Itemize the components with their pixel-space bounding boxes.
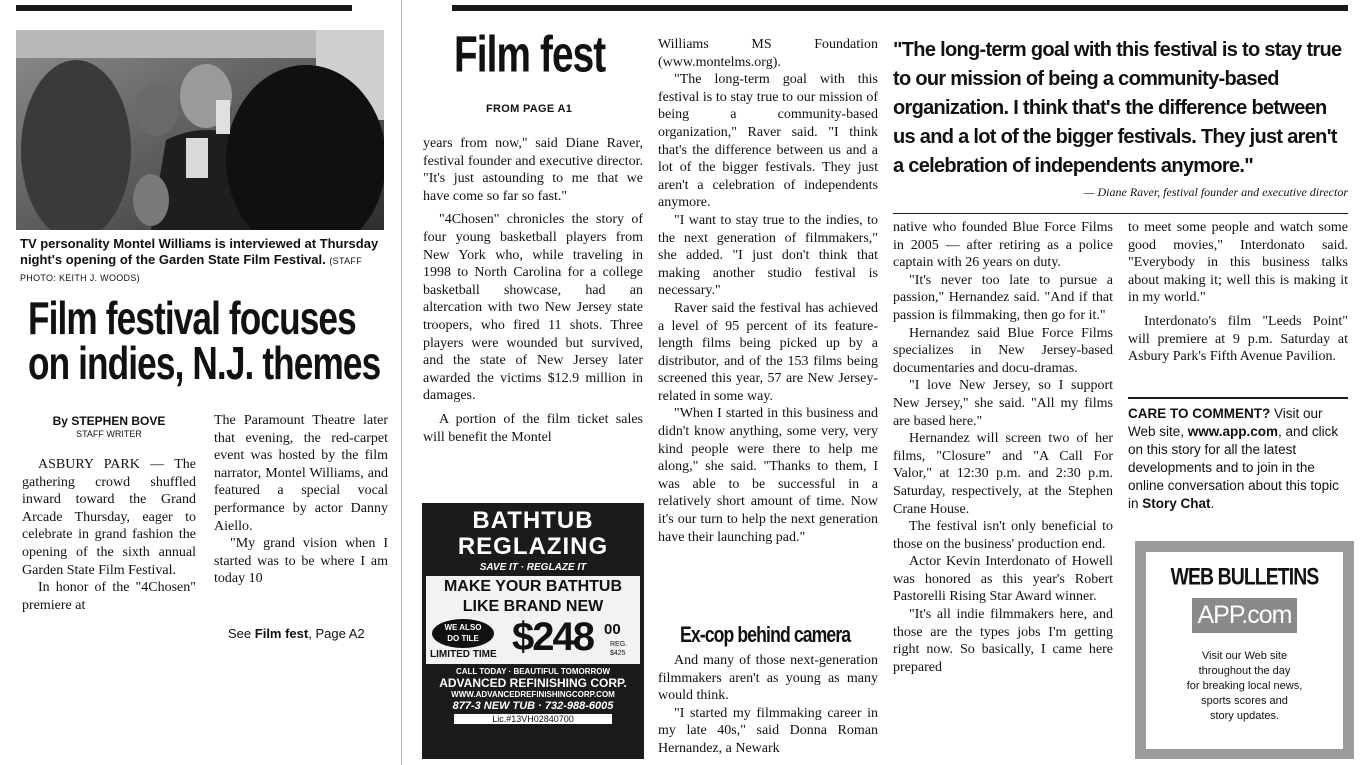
bulletin-line: Visit our Web site [1201, 650, 1288, 662]
byline-name: By STEPHEN BOVE [52, 414, 166, 428]
byline [16, 414, 202, 439]
jump-link[interactable]: Film fest [254, 626, 309, 641]
jump-line [228, 626, 388, 641]
paragraph: "I want to stay true to the indies, to the next generation of filmmakers," she added. "I just don't think that making another studio festival is necessary." [658, 212, 878, 299]
ad-company: ADVANCED REFINISHING CORP. [439, 676, 627, 690]
bulletin-line: sports scores and [1201, 695, 1288, 707]
comment-a: Visit our Web site, [1128, 406, 1323, 439]
comment-bold: CARE TO COMMENT? [1128, 406, 1271, 421]
caption-text: TV personality Montel Williams is interviewed at Thursday night's opening of the Garden State Film Festival. [20, 236, 379, 267]
comment-site-link[interactable]: www.app.com [1187, 424, 1279, 439]
ad-make-1: MAKE YOUR BATHTUB [443, 578, 623, 595]
ad-price-row [426, 617, 640, 663]
montel-williams-photo [16, 30, 384, 230]
photo-credit: (STAFF PHOTO: KEITH J. WOODS) [20, 256, 363, 283]
web-bulletins-box[interactable] [1145, 551, 1344, 750]
bulletin-text [1146, 649, 1343, 724]
jump-prefix: See [228, 626, 252, 641]
photo-illustration [16, 30, 384, 230]
bulletin-line: throughout the day [1198, 665, 1291, 677]
paragraph: A portion of the film ticket sales will benefit the Montel [423, 411, 643, 445]
paragraph: "It's all indie filmmakers here, and those are the types jobs I'm getting right now. So basically, I came here prepared [893, 607, 1113, 675]
pull-quote-attribution: — Diane Raver, festival founder and executive director [1083, 185, 1348, 199]
paragraph: And many of those next-generation filmmakers aren't as young as many would think. [658, 653, 878, 704]
ad-line-1: BATHTUB [472, 507, 594, 534]
ad-reg: REG. [610, 641, 628, 648]
left-top-rule [16, 5, 352, 11]
bulletin-line: for breaking local news, [1186, 680, 1303, 692]
main-headline [28, 293, 388, 396]
subhead-text: Ex-cop behind camera [680, 622, 851, 648]
paragraph: native who founded Blue Force Films in 2005 — after retiring as a police captain with 26 years on duty. [893, 220, 1113, 271]
ad-call: CALL TODAY · BEAUTIFUL TOMORROW [455, 667, 611, 676]
ad-phone[interactable]: 877-3 NEW TUB · 732-988-6005 [452, 700, 614, 712]
byline-title: STAFF WRITER [76, 429, 142, 439]
jump-headline [454, 26, 654, 90]
paragraph: Raver said the festival has achieved a level of 95 percent of its feature-length films being picked up by a distributor, and of the 153 films being screened this year, 57 are New Jersey-related in some way. [658, 300, 878, 404]
jump-head-text: Film fest [454, 26, 606, 83]
right-col-2 [658, 36, 878, 616]
right-col-1 [423, 135, 643, 499]
paragraph: "I love New Jersey, so I support New Jersey," she said. "All my films are based here." [893, 378, 1113, 429]
ad-tagline: SAVE IT · REGLAZE IT [479, 562, 587, 573]
right-top-rule [452, 5, 1348, 11]
right-col-2b [658, 652, 878, 760]
paragraph: "I started my filmmaking career in my late 40s," said Donna Roman Hernandez, a Newark [658, 705, 878, 756]
paragraph: The festival isn't only beneficial to those on the business' production end. [893, 519, 1113, 552]
paragraph: Hernandez said Blue Force Films specializes in New Jersey-based documentaries and docu-dramas. [893, 325, 1113, 376]
right-col-4 [1128, 219, 1348, 389]
headline-line-1: Film festival focuses [28, 293, 356, 345]
ad-price: $248 [512, 615, 593, 659]
subhead [680, 624, 873, 652]
paragraph: Interdonato's film "Leeds Point" will premiere at 9 p.m. Saturday at Asbury Park's Fifth Avenue Pavilion. [1128, 313, 1348, 365]
comment-b: , and click on this story for all the latest developments and to join in the online conversation about this topic in [1128, 424, 1339, 511]
paragraph: years from now," said Diane Raver, festival founder and executive director. "It's just astounding to me that we have come so far so fast." [423, 136, 643, 204]
photo-caption [20, 236, 386, 286]
ad-offer-panel [426, 576, 640, 664]
from-page: FROM PAGE A1 [486, 103, 573, 115]
comment-end: . [1210, 496, 1215, 511]
paragraph: In honor of the "4Chosen" premiere at [22, 580, 196, 613]
paragraph: to meet some people and watch some good movies," Interdonato said. "Everybody in this business talks about making it; well this is making it in my world." [1128, 220, 1348, 306]
comment-rule [1128, 397, 1348, 399]
pull-quote-text: "The long-term goal with this festival is to stay true to our mission of being a community-based organization. I think that's the difference between us and a lot of the bigger festivals. They just aren't a celebration of independents anymore." [893, 39, 1342, 177]
paragraph: "It's never too late to pursue a passion," Hernandez said. "And if that passion is filmmaking, then go for it." [893, 272, 1113, 323]
paragraph: The Paramount Theatre later that evening, the red-carpet event was hosted by the film narrator, Montel Williams, and featured a special vocal performance by actor Danny Aiello. [214, 413, 388, 534]
paragraph: Actor Kevin Interdonato of Howell was honored as this year's Robert Pastorelli Rising Star Award winner. [893, 554, 1113, 605]
right-col-3 [893, 219, 1113, 761]
web-bulletins-title: WEB BULLETINS [1170, 562, 1319, 591]
ad-cents: 00 [604, 621, 621, 638]
bulletin-line: story updates. [1209, 710, 1280, 722]
paragraph: ASBURY PARK — The gathering crowd shuffled inward toward the Grand Arcade Thursday, eager to celebrate in grand fashion the opening of the sixth annual Garden State Film Festival. [22, 457, 196, 578]
story-chat-link[interactable]: Story Chat [1142, 496, 1211, 511]
headline-line-2: on indies, N.J. themes [28, 338, 381, 390]
jump-suffix: , Page A2 [308, 626, 365, 641]
care-to-comment [1128, 405, 1348, 513]
burst-line-1: WE ALSO [444, 623, 482, 632]
bathtub-reglazing-ad[interactable] [422, 503, 644, 759]
ad-burst [432, 619, 494, 648]
paragraph: "When I started in this business and didn't know anything, some very, very kind people were there to help me along," she said. "Thanks to them, I was able to be successful in a relatively short amount of time. Now it's our turn to help the next generation have their launching pad." [658, 406, 878, 545]
paragraph: Williams MS Foundation (www.montelms.org). [658, 37, 878, 70]
paragraph: "My grand vision when I started was to be where I am today 10 [214, 536, 388, 587]
ad-url[interactable]: WWW.ADVANCEDREFINISHINGCORP.COM [451, 690, 615, 699]
left-col-2 [214, 412, 388, 616]
ad-make-2: LIKE BRAND NEW [462, 598, 604, 615]
ad-reg-price: $425 [610, 650, 626, 657]
page-gutter-rule [401, 0, 402, 765]
ad-license: Lic.#13VH02840700 [454, 714, 612, 724]
burst-line-2: DO TILE [447, 634, 479, 643]
ad-line-2: REGLAZING [457, 533, 609, 560]
paragraph: "4Chosen" chronicles the story of four young basketball players from New York who, while traveling in 1998 to North Carolina for a college basketball showcase, had an altercation with two New Jersey state troopers, who fired 11 shots. Three players were wounded but survived, and the state of New Jersey later awarded the victims $12.9 million in damages. [423, 212, 643, 404]
ad-limited: LIMITED TIME [430, 649, 497, 660]
paragraph: "The long-term goal with this festival is to stay true to our mission of being a community-based organization," Raver said. "I think that's the difference between us and a lot of the bigger festivals. They just aren't a celebration of independents anymore. [658, 72, 878, 211]
pull-quote [893, 36, 1348, 212]
paragraph: Hernandez will screen two of her films, "Closure" and "A Call For Valor," at 12:30 p.m. and 2:30 p.m. Saturday, respectively, at the Stephen Crane House. [893, 431, 1113, 517]
app-com-logo[interactable]: APP.com [1192, 598, 1298, 633]
left-col-1 [22, 456, 196, 656]
pull-quote-rule [893, 213, 1348, 214]
